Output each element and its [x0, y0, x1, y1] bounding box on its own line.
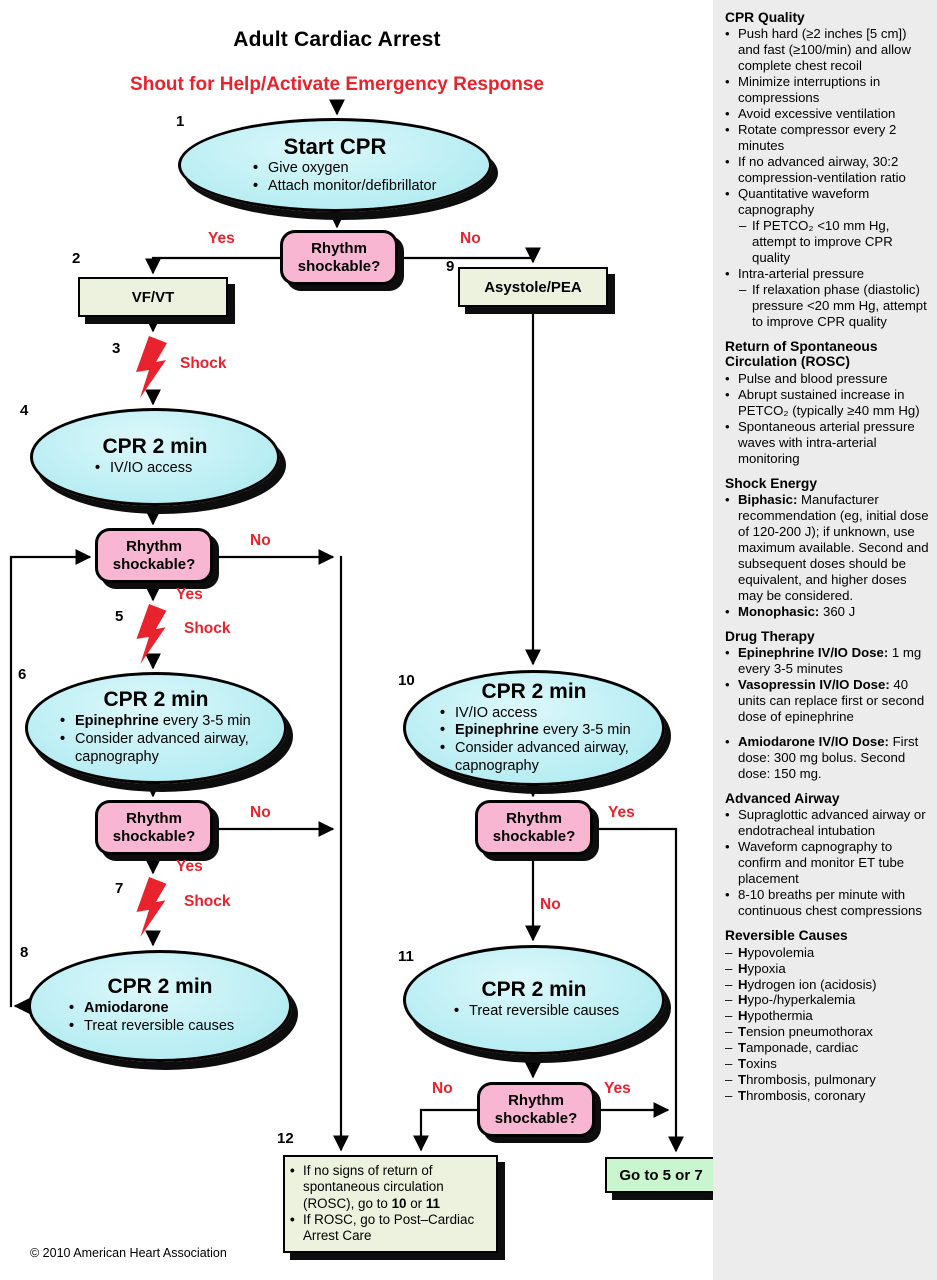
no-label-2: No: [250, 532, 271, 549]
bold-text: 11: [425, 1195, 440, 1211]
bold-text: Vasopressin IV/IO Dose:: [738, 677, 890, 693]
yes-label-4: Yes: [608, 804, 635, 821]
bullet-marker: •: [60, 713, 66, 730]
bold-text: T: [738, 1024, 747, 1040]
list-marker: •: [725, 154, 730, 170]
bullet-item: [60, 731, 284, 766]
sidebar-item-text: [738, 734, 929, 782]
step-number-11: 11: [398, 948, 414, 965]
bullet-item: [253, 160, 489, 178]
step-number-10: 10: [398, 672, 415, 689]
start-cpr-oval: [178, 118, 492, 212]
sidebar-item-text: [738, 1056, 777, 1072]
sidebar-sub-item: [739, 282, 929, 330]
sidebar-item-text: [738, 807, 929, 839]
text: Push hard (≥2 inches [5 cm]) and fast (≥100/min) and allow complete chest recoil: [738, 26, 911, 74]
text: Attach monitor/defibrillator: [268, 177, 437, 194]
text: First dose: 300 mg bolus. Second dose: 150 mg.: [738, 734, 919, 781]
shock-label-7: Shock: [184, 893, 231, 910]
bullet-item: [60, 713, 284, 731]
text: If ROSC, go to Post–Cardiac Arrest Care: [303, 1212, 475, 1244]
bullet-marker: •: [60, 731, 66, 748]
text: Pulse and blood pressure: [738, 370, 888, 386]
sidebar-item-text: [738, 839, 929, 887]
sidebar-section-title: Shock Energy: [725, 475, 818, 491]
step-number-7: 7: [115, 880, 124, 897]
sidebar-item-text: [738, 492, 929, 604]
text: Abrupt sustained increase in PETCO₂ (typically ≥40 mm Hg): [738, 386, 920, 418]
bullet-text: [268, 178, 436, 196]
bullet-marker: •: [290, 1212, 295, 1228]
sidebar-item-text: [738, 1024, 873, 1040]
copyright-text: © 2010 American Heart Association: [30, 1246, 227, 1260]
reference-sidebar: [713, 0, 937, 1280]
shock-label-5: Shock: [184, 620, 231, 637]
bold-text: H: [738, 944, 748, 960]
sidebar-item: [725, 186, 929, 218]
list-marker: –: [725, 1008, 733, 1024]
sidebar-sub-item-text: [752, 282, 929, 330]
list-marker: •: [725, 807, 730, 823]
cpr6-bullets: [28, 713, 284, 766]
yes-label-5: Yes: [604, 1080, 631, 1097]
bullet-item: [440, 722, 662, 740]
page-title: Adult Cardiac Arrest: [233, 28, 441, 51]
sidebar-item: [725, 1072, 929, 1088]
bullet-text: [469, 1003, 619, 1021]
sidebar-item: [725, 887, 929, 919]
sidebar-item: [725, 945, 929, 961]
cpr10-oval: [403, 670, 665, 786]
step-number-8: 8: [20, 944, 29, 961]
sidebar-item: [725, 734, 929, 782]
no-label-4: No: [540, 896, 561, 913]
sidebar-item-text: [738, 992, 855, 1008]
list-marker: –: [739, 281, 747, 297]
sidebar-item-text: [738, 1088, 866, 1104]
sidebar-item-text: [738, 371, 888, 387]
sidebar-item: [725, 419, 929, 467]
step-number-1: 1: [176, 113, 185, 130]
list-marker: –: [725, 1072, 733, 1088]
bold-text: H: [738, 992, 748, 1008]
bullet-text: [455, 722, 631, 740]
bold-text: Epinephrine: [455, 722, 539, 739]
list-marker: –: [725, 1040, 733, 1056]
bold-text: H: [738, 1008, 748, 1024]
sidebar-section-title: CPR Quality: [725, 10, 805, 25]
yes-label-1: Yes: [208, 230, 235, 247]
list-marker: •: [725, 887, 730, 903]
bullet-marker: •: [95, 460, 101, 477]
bullet-text: [84, 1000, 169, 1018]
list-marker: •: [725, 26, 730, 42]
cpr6-title: CPR 2 min: [103, 688, 209, 712]
shock-bolt-icon: [132, 336, 170, 398]
bullet-marker: •: [440, 740, 446, 757]
bullet-marker: •: [253, 177, 259, 194]
start-cpr-title: Start CPR: [283, 133, 387, 159]
bullet-text: [110, 460, 192, 478]
bullet-item: [440, 705, 662, 723]
sidebar-item-text: [738, 186, 929, 218]
bold-text: Amiodarone: [84, 1000, 169, 1017]
bullet-item: [253, 178, 489, 196]
text: 1 mg every 3-5 minutes: [738, 645, 922, 677]
sidebar-item: [725, 1088, 929, 1104]
start-cpr-bullets: [181, 160, 489, 195]
text: ypovolemia: [747, 944, 815, 960]
text: ension pneumothorax: [746, 1024, 873, 1040]
bullet-item: [69, 1018, 289, 1036]
bullet-marker: •: [454, 1003, 460, 1020]
text: amponade, cardiac: [746, 1040, 859, 1056]
sidebar-item: [725, 1024, 929, 1040]
bold-text: Epinephrine IV/IO Dose:: [738, 645, 889, 661]
text: Consider advanced airway, capnography: [455, 740, 629, 774]
list-marker: •: [725, 265, 730, 281]
list-marker: •: [725, 122, 730, 138]
bullet-item: [95, 460, 277, 478]
list-marker: –: [725, 976, 733, 992]
sidebar-item: [725, 266, 929, 282]
bullet-text: [455, 740, 662, 775]
cpr11-title: CPR 2 min: [481, 978, 587, 1002]
bullet-item: [69, 1000, 289, 1018]
sidebar-item-text: [738, 387, 929, 419]
list-marker: •: [725, 186, 730, 202]
sidebar-item-text: [738, 106, 895, 122]
text: If no advanced airway, 30:2 compression-ventilation ratio: [738, 154, 906, 186]
bold-text: T: [738, 1056, 747, 1072]
text: 8-10 breaths per minute with continuous chest compressions: [738, 887, 922, 919]
sidebar-item: [725, 677, 929, 725]
text: ydrogen ion (acidosis): [747, 976, 877, 992]
rosc-note-bullets: [290, 1163, 490, 1245]
list-marker: –: [725, 960, 733, 976]
list-marker: –: [725, 1056, 733, 1072]
sidebar-item-text: [738, 604, 855, 620]
shock-bolt-icon: [132, 604, 170, 664]
cpr10-title: CPR 2 min: [481, 679, 587, 703]
sidebar-item: [725, 961, 929, 977]
sidebar-item: [725, 106, 929, 122]
text: If no signs of return of spontaneous circulation (ROSC), go to: [303, 1163, 444, 1211]
shock-bolt-icon: [132, 877, 170, 937]
bold-text: H: [738, 960, 748, 976]
bold-text: 10: [391, 1195, 407, 1211]
sidebar-item: [725, 74, 929, 106]
sidebar-item: [725, 1040, 929, 1056]
sidebar-item-text: [738, 645, 929, 677]
sidebar-item-text: [738, 945, 814, 961]
step-number-9: 9: [446, 258, 455, 275]
text: Avoid excessive ventilation: [738, 106, 896, 122]
bullet-text: [268, 160, 349, 178]
cpr8-oval: [28, 950, 292, 1062]
bullet-item: [440, 740, 662, 775]
list-marker: –: [725, 944, 733, 960]
sidebar-item: [725, 387, 929, 419]
sidebar-item: [725, 154, 929, 186]
step-number-6: 6: [18, 666, 27, 683]
text: ypothermia: [747, 1008, 813, 1024]
decision-rhythm-shockable-5: Rhythm shockable?: [477, 1082, 595, 1137]
sidebar-item: [725, 1008, 929, 1024]
text: Quantitative waveform capnography: [738, 186, 870, 218]
bullet-text: [455, 705, 537, 723]
sidebar-item: [725, 1056, 929, 1072]
text: Treat reversible causes: [84, 1018, 235, 1035]
cpr6-oval: [25, 672, 287, 784]
list-marker: –: [725, 1088, 733, 1104]
sidebar-item-text: [738, 419, 929, 467]
sidebar-item: [725, 807, 929, 839]
text: Rotate compressor every 2 minutes: [738, 122, 897, 154]
step-number-2: 2: [72, 250, 81, 267]
sidebar-item: [725, 992, 929, 1008]
bold-text: T: [738, 1088, 747, 1104]
sidebar-item-text: [738, 677, 929, 725]
text: IV/IO access: [455, 704, 538, 721]
cpr10-bullets: [406, 705, 662, 776]
list-marker: •: [725, 839, 730, 855]
text: Treat reversible causes: [469, 1003, 620, 1020]
text: If relaxation phase (diastolic) pressure <20 mm Hg, attempt to improve CPR quality: [752, 281, 927, 329]
sidebar-item: [725, 122, 929, 154]
sidebar-item-text: [738, 1040, 858, 1056]
list-marker: •: [725, 603, 730, 619]
text: oxins: [746, 1056, 777, 1072]
text: ypo-/hyperkalemia: [747, 992, 856, 1008]
cpr8-bullets: [31, 1000, 289, 1035]
text: If PETCO₂ <10 mm Hg, attempt to improve CPR quality: [752, 218, 893, 265]
text: every 3-5 min: [158, 713, 251, 730]
sidebar-section-title: Advanced Airway: [725, 790, 840, 806]
sidebar-section-title: Reversible Causes: [725, 928, 848, 944]
sidebar-item: [725, 977, 929, 993]
sidebar-item-text: [738, 1008, 813, 1024]
step-number-12: 12: [277, 1130, 294, 1147]
sidebar-item: [725, 26, 929, 74]
text: Supraglottic advanced airway or endotracheal intubation: [738, 807, 926, 839]
list-marker: •: [725, 734, 730, 749]
bullet-text: [303, 1212, 490, 1245]
list-marker: •: [725, 74, 730, 90]
bullet-marker: •: [69, 1018, 75, 1035]
bullet-text: [303, 1163, 490, 1212]
text: 40 units can replace first or second dose of epinephrine: [738, 677, 925, 725]
sidebar-item-text: [738, 887, 929, 919]
no-label-3: No: [250, 804, 271, 821]
step-number-5: 5: [115, 608, 124, 625]
sidebar-sub-item-text: [752, 218, 929, 266]
sidebar-item: [725, 604, 929, 620]
text: Waveform capnography to confirm and monitor ET tube placement: [738, 839, 905, 887]
decision-rhythm-shockable-3: Rhythm shockable?: [95, 800, 213, 855]
bold-text: H: [738, 976, 748, 992]
cpr4-oval: [30, 408, 280, 506]
text: or: [406, 1195, 426, 1211]
decision-rhythm-shockable-2: Rhythm shockable?: [95, 528, 213, 583]
list-marker: •: [725, 645, 730, 661]
step-number-4: 4: [20, 402, 29, 419]
bullet-text: [75, 713, 251, 731]
step-number-3: 3: [112, 340, 121, 357]
text: Intra-arterial pressure: [738, 265, 865, 281]
cpr11-oval: [403, 945, 665, 1055]
sidebar-item-text: [738, 977, 877, 993]
sidebar-section-title: Return of Spontaneous Circulation (ROSC): [725, 338, 878, 370]
list-marker: •: [725, 491, 730, 507]
bold-text: Epinephrine: [75, 713, 159, 730]
bullet-text: [75, 731, 284, 766]
text: ypoxia: [747, 960, 786, 976]
list-marker: •: [725, 677, 730, 693]
bullet-item: [454, 1003, 662, 1021]
list-marker: –: [725, 992, 733, 1008]
sidebar-item-text: [738, 154, 929, 186]
sidebar-item: [725, 839, 929, 887]
vf-vt-box: VF/VT: [78, 277, 228, 317]
emergency-response-heading: Shout for Help/Activate Emergency Response: [130, 74, 544, 95]
shock-label-3: Shock: [180, 355, 227, 372]
bold-text: Monophasic:: [738, 603, 820, 619]
bullet-item: [290, 1212, 490, 1245]
text: Give oxygen: [268, 159, 349, 176]
list-marker: •: [725, 106, 730, 122]
sidebar-item: [725, 371, 929, 387]
text: hrombosis, coronary: [746, 1088, 866, 1104]
sidebar-sub-item: [739, 218, 929, 266]
list-marker: –: [725, 1024, 733, 1040]
sidebar-item-text: [738, 26, 929, 74]
sidebar-item: [725, 492, 929, 604]
asystole-pea-box: Asystole/PEA: [458, 267, 608, 307]
list-marker: •: [725, 418, 730, 434]
yes-label-2: Yes: [176, 586, 203, 603]
text: hrombosis, pulmonary: [746, 1072, 876, 1088]
bullet-text: [84, 1018, 234, 1036]
sidebar-item-text: [738, 1072, 876, 1088]
bullet-marker: •: [69, 1000, 75, 1017]
text: Manufacturer recommendation (eg, initial dose of 120-200 J); if unknown, use maximum available. Second and subsequent doses should be equivalent, and higher doses may be considered.: [738, 491, 929, 603]
cpr8-title: CPR 2 min: [107, 975, 213, 999]
no-label-1: No: [460, 230, 481, 247]
text: IV/IO access: [110, 460, 193, 477]
text: 360 J: [819, 603, 856, 619]
text: every 3-5 min: [538, 722, 631, 739]
sidebar-item-text: [738, 266, 864, 282]
decision-rhythm-shockable-1: Rhythm shockable?: [280, 230, 398, 285]
no-label-5: No: [432, 1080, 453, 1097]
rosc-note-box: [283, 1155, 498, 1253]
list-marker: •: [725, 386, 730, 402]
yes-label-3: Yes: [176, 858, 203, 875]
bold-text: Biphasic:: [738, 491, 798, 507]
bold-text: Amiodarone IV/IO Dose:: [738, 734, 889, 749]
bullet-marker: •: [290, 1163, 295, 1178]
sidebar-item-text: [738, 74, 929, 106]
bullet-marker: •: [440, 704, 446, 721]
bullet-marker: •: [440, 722, 446, 739]
sidebar-item-text: [738, 122, 929, 154]
bold-text: T: [738, 1040, 747, 1056]
bullet-item: [290, 1163, 490, 1212]
decision-rhythm-shockable-4: Rhythm shockable?: [475, 800, 593, 855]
sidebar-item-text: [738, 961, 786, 977]
go-to-5-or-7-box: Go to 5 or 7: [605, 1157, 717, 1193]
bullet-marker: •: [253, 159, 259, 176]
sidebar-item: [725, 645, 929, 677]
text: Spontaneous arterial pressure waves with intra-arterial monitoring: [738, 418, 915, 466]
bold-text: T: [738, 1072, 747, 1088]
text: Minimize interruptions in compressions: [738, 74, 881, 106]
list-marker: –: [739, 218, 747, 234]
text: Consider advanced airway, capnography: [75, 731, 249, 765]
cpr4-bullets: [33, 460, 277, 478]
cpr11-bullets: [406, 1003, 662, 1021]
cpr4-title: CPR 2 min: [102, 435, 208, 459]
sidebar-section-title: Drug Therapy: [725, 628, 815, 644]
list-marker: •: [725, 370, 730, 386]
